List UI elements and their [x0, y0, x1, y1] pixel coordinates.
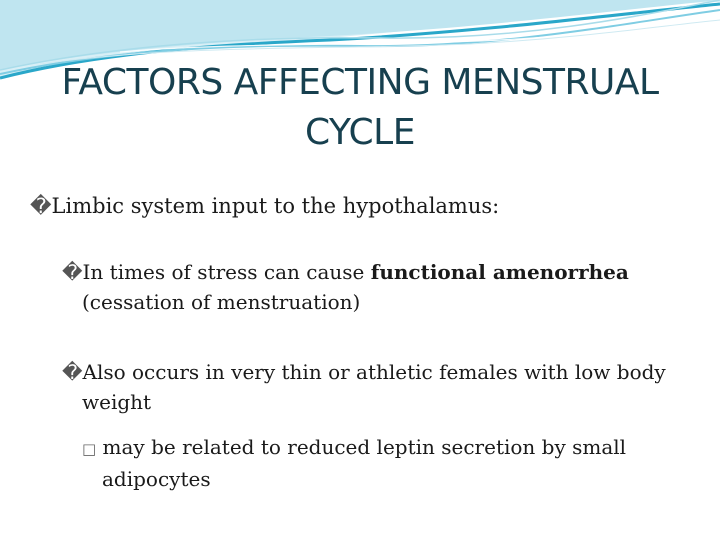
slide-title [20, 58, 700, 158]
bullet-thin-line1: Also occurs in very thin or athletic females with low body [82, 360, 666, 384]
bullet-limbic [30, 193, 499, 219]
bullet-stress [62, 257, 702, 317]
bullet-thin [62, 357, 702, 417]
bullet-stress-line2: (cessation of menstruation) [82, 290, 361, 314]
bullet-stress-bold: functional amenorrhea [370, 260, 629, 284]
bullet-icon: � [30, 194, 52, 218]
bullet-stress-text: In times of stress can cause [82, 260, 371, 284]
slide-title-line2: CYCLE [305, 112, 415, 153]
square-bullet-icon: □ [82, 440, 97, 458]
bullet-limbic-text: Limbic system input to the hypothalamus: [51, 194, 500, 218]
bullet-leptin-line1: may be related to reduced leptin secretion by small [102, 435, 627, 459]
bullet-leptin-line2: adipocytes [102, 467, 211, 491]
bullet-thin-line2: weight [82, 390, 152, 414]
slide-title-line1: FACTORS AFFECTING MENSTRUAL [61, 62, 659, 103]
bullet-leptin [82, 432, 682, 494]
bullet-icon: � [62, 260, 83, 284]
bullet-icon: � [62, 360, 83, 384]
